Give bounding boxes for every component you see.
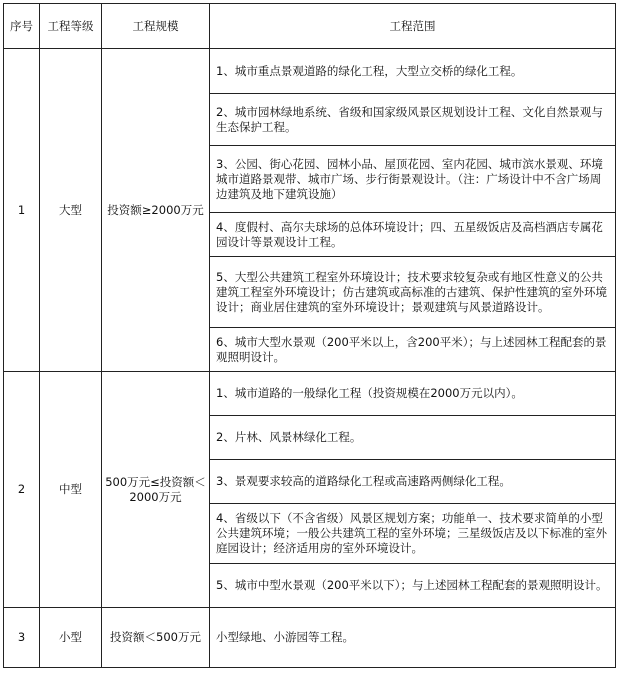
scale-text: 500万元≤投资额＜2000万元 [105, 474, 206, 504]
scale-text: 投资额＜500万元 [110, 630, 201, 644]
row-scale [102, 372, 210, 608]
scope-item: 1、城市重点景观道路的绿化工程，大型立交桥的绿化工程。 [210, 49, 616, 94]
scope-item: 3、景观要求较高的道路绿化工程或高速路两侧绿化工程。 [210, 460, 616, 504]
table-row [4, 608, 616, 668]
row-no: 3 [4, 608, 40, 668]
header-range: 工程范围 [210, 4, 616, 49]
row-grade: 大型 [40, 49, 102, 372]
row-scale [102, 608, 210, 668]
row-grade: 中型 [40, 372, 102, 608]
row-scale [102, 49, 210, 372]
scope-item: 5、城市中型水景观（200平米以下）；与上述园林工程配套的景观照明设计。 [210, 564, 616, 608]
scope-item: 小型绿地、小游园等工程。 [210, 608, 616, 668]
row-no: 2 [4, 372, 40, 608]
scope-item: 5、大型公共建筑工程室外环境设计；技术要求较复杂或有地区性意义的公共建筑工程室外环境设计；仿古建筑或高标准的古建筑、保护性建筑的室外环境设计；商业居住建筑的室外环境设计；景观建筑与风景道路设计。 [210, 257, 616, 328]
header-no: 序号 [4, 4, 40, 49]
table-row [4, 372, 616, 416]
header-scale: 工程规模 [102, 4, 210, 49]
header-grade: 工程等级 [40, 4, 102, 49]
row-grade: 小型 [40, 608, 102, 668]
table-row [4, 49, 616, 94]
scope-item: 3、公园、街心花园、园林小品、屋顶花园、室内花园、城市滨水景观、环境城市道路景观带、城市广场、步行街景观设计。（注：广场设计中不含广场周边建筑及地下建筑设施） [210, 146, 616, 213]
project-grade-table [3, 3, 616, 668]
scope-item: 6、城市大型水景观（200平米以上，含200平米）；与上述园林工程配套的景观照明设计。 [210, 328, 616, 372]
scope-item: 2、城市园林绿地系统、省级和国家级风景区规划设计工程、文化自然景观与生态保护工程。 [210, 94, 616, 146]
scope-item: 4、度假村、高尔夫球场的总体环境设计；四、五星级饭店及高档酒店专属花园设计等景观设计工程。 [210, 213, 616, 257]
row-no: 1 [4, 49, 40, 372]
scope-item: 4、省级以下（不含省级）风景区规划方案；功能单一、技术要求简单的小型公共建筑环境；一般公共建筑工程的室外环境；三星级饭店及以下标准的室外庭园设计；经济适用房的室外环境设计。 [210, 504, 616, 564]
scope-item: 2、片林、风景林绿化工程。 [210, 416, 616, 460]
scale-text: 投资额≥2000万元 [107, 202, 204, 217]
header-row [4, 4, 616, 49]
scope-item: 1、城市道路的一般绿化工程（投资规模在2000万元以内）。 [210, 372, 616, 416]
